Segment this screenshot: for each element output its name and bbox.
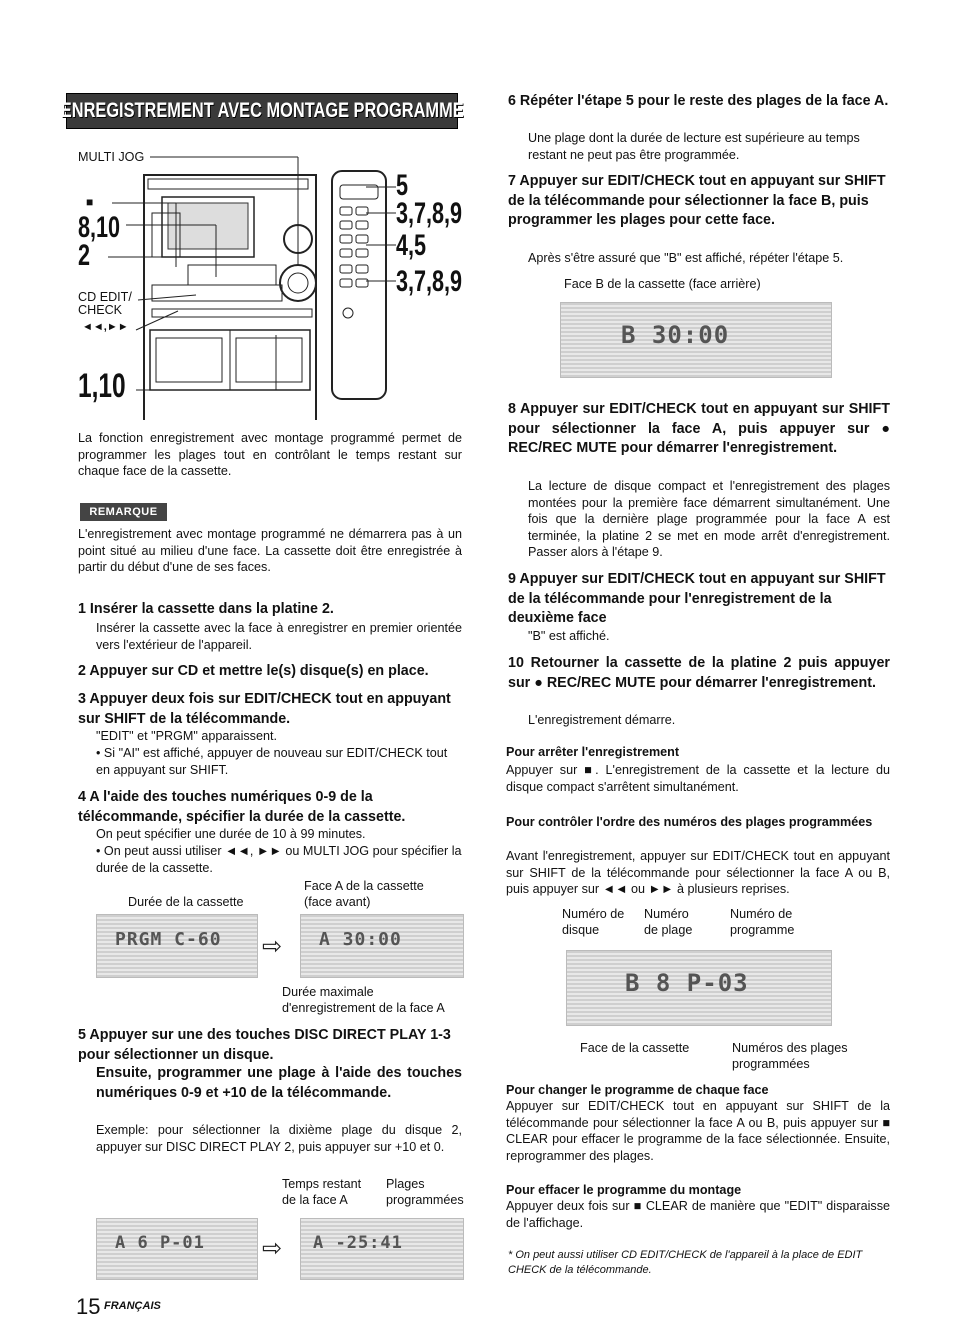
fig4-label-max-2: d'enregistrement de la face A <box>282 1001 445 1015</box>
fig5-label-temps-2: de la face A <box>282 1193 348 1207</box>
fig4-label-max-1: Durée maximale <box>282 985 374 999</box>
fig5-label-temps-1: Temps restant <box>282 1177 362 1191</box>
fig5-lcd-1-text: A 6 P-01 <box>115 1233 205 1253</box>
fig4-label-face-avant: (face avant) <box>304 895 371 909</box>
fig4-lcd-1-text: PRGM C-60 <box>115 929 222 950</box>
step-10-title: 10 Retourner la cassette de la platine 2 puis appuyer sur ● REC/REC MUTE pour démarrer l'enregistrement. <box>508 655 890 691</box>
callout-5: 5 <box>396 169 409 202</box>
step-3-title: 3 Appuyer deux fois sur EDIT/CHECK tout en appuyant sur SHIFT de la télécommande. <box>78 691 451 727</box>
step-7-title: 7 Appuyer sur EDIT/CHECK tout en appuyant sur SHIFT de la télécommande pour sélectionner la face B, puis programmer les plages pour cette face. <box>508 173 886 228</box>
fig4-lcd-2 <box>300 914 464 978</box>
figc-label-face: Face de la cassette <box>580 1041 690 1055</box>
section-title-banner <box>60 93 464 129</box>
erase-heading: Pour effacer le programme du montage <box>506 1183 742 1197</box>
stop-symbol: ■ <box>86 195 94 209</box>
step-2-title: 2 Appuyer sur CD et mettre le(s) disque(s) en place. <box>78 663 429 679</box>
fig5-lcd-1 <box>96 1218 258 1280</box>
step-7-text: Après s'être assuré que "B" est affiché, répéter l'étape 5. <box>528 251 844 265</box>
callout-8-10: 8,10 <box>78 211 121 244</box>
figc-label-nums-1: Numéros des plages <box>732 1041 848 1055</box>
callout-2: 2 <box>78 239 91 272</box>
step-10-text: L'enregistrement démarre. <box>528 713 676 727</box>
stop-text: Appuyer sur ■. L'enregistrement de la cassette et la lecture du disque compact s'arrêtent simultanément. <box>506 763 890 794</box>
fig5-label-plages-2: programmées <box>386 1193 464 1207</box>
callout-3-7-8-9-b: 3,7,8,9 <box>396 265 463 298</box>
fig4-lcd-2-text: A 30:00 <box>319 929 402 950</box>
step-9-title: 9 Appuyer sur EDIT/CHECK tout en appuyant sur SHIFT de la télécommande pour l'enregistrement de la deuxième face <box>508 571 886 626</box>
step-9-text: "B" est affiché. <box>528 629 610 643</box>
fig7-lcd-text: B 30:00 <box>621 321 730 349</box>
fig5-lcd-2 <box>300 1218 464 1280</box>
remarque-text: L'enregistrement avec montage programmé ne démarrera pas à un point situé au milieu d'une face. La cassette doit être enregistrée à partir du début d'une de ses faces. <box>78 527 462 574</box>
figc-label-plage-2: de plage <box>644 923 693 937</box>
fig4-lcd-1 <box>96 914 258 978</box>
callout-1-10: 1,10 <box>78 367 126 405</box>
fig5-label-plages-1: Plages <box>386 1177 425 1191</box>
figc-label-nums-2: programmées <box>732 1057 810 1071</box>
figc-lcd <box>566 950 832 1026</box>
multi-jog-label: MULTI JOG <box>78 150 145 164</box>
step-5-title-2: Ensuite, programmer une plage à l'aide des touches numériques 0-9 et +10 de la télécommande. <box>96 1065 462 1101</box>
step-3-text-2: • Si "AI" est affiché, appuyer de nouveau sur EDIT/CHECK tout en appuyant sur SHIFT. <box>96 746 448 777</box>
footnote: * On peut aussi utiliser CD EDIT/CHECK de l'appareil à la place de EDIT CHECK de la télécommande. <box>508 1249 863 1276</box>
section-title: ENREGISTREMENT AVEC MONTAGE PROGRAMME <box>60 99 464 122</box>
cd-edit-label-2: CHECK <box>78 303 123 317</box>
figc-label-prog-2: programme <box>730 923 795 937</box>
erase-text: Appuyer deux fois sur ■ CLEAR de manière que "EDIT" disparaisse de l'affichage. <box>506 1199 890 1230</box>
check-heading: Pour contrôler l'ordre des numéros des plages programmées <box>506 815 873 829</box>
intro-paragraph: La fonction enregistrement avec montage programmé permet de programmer les plages tout en contrôlant le temps restant sur chaque face de la cassette. <box>78 431 462 478</box>
figc-label-disque-2: disque <box>562 923 600 937</box>
fig7-label: Face B de la cassette (face arrière) <box>564 277 761 291</box>
fig4-label-face-a: Face A de la cassette <box>304 879 424 893</box>
step-6-title: 6 Répéter l'étape 5 pour le reste des plages de la face A. <box>508 93 889 109</box>
step-4-title: 4 A l'aide des touches numériques 0-9 de la télécommande, spécifier la durée de la cassette. <box>78 789 406 825</box>
figc-label-prog-1: Numéro de <box>730 907 793 921</box>
skip-symbols: ◄◄,►► <box>82 321 129 333</box>
step-5-title: 5 Appuyer sur une des touches DISC DIRECT PLAY 1-3 pour sélectionner un disque. <box>78 1027 451 1063</box>
step-1-text: Insérer la cassette avec la face à enregistrer en premier orientée vers l'extérieur de l'appareil. <box>96 621 462 652</box>
remarque-badge: REMARQUE <box>80 503 167 521</box>
step-8-text: La lecture de disque compact et l'enregistrement des plages montées pour la première face démarrent simultanément. Une fois que la dernière plage programmée pour la face A est terminée, la platine 2 se met en mode arrêt d'enregistrement. Passer alors à l'étape 9. <box>528 479 890 559</box>
figc-label-plage-1: Numéro <box>644 907 689 921</box>
fig5-lcd-2-text: A -25:41 <box>313 1233 403 1253</box>
arrow-icon: ⇨ <box>262 933 283 960</box>
page-language: FRANÇAIS <box>104 1300 161 1312</box>
step-8-title: 8 Appuyer sur EDIT/CHECK tout en appuyant sur SHIFT pour sélectionner la face A, puis appuyer sur ● REC/REC MUTE pour démarrer l'enregistrement. <box>508 401 890 456</box>
fig4-label-duree: Durée de la cassette <box>128 895 244 909</box>
fig7-lcd <box>560 302 832 378</box>
step-1-title: 1 Insérer la cassette dans la platine 2. <box>78 601 334 617</box>
step-3-text-1: "EDIT" et "PRGM" apparaissent. <box>96 729 277 743</box>
step-6-text: Une plage dont la durée de lecture est supérieure au temps restant ne peut pas être programmée. <box>528 131 860 162</box>
change-text: Appuyer sur EDIT/CHECK tout en appuyant sur SHIFT de la télécommande pour sélectionner la face A ou B, puis appuyer sur ■ CLEAR pour effacer le programme de la face sélectionnée. Ensuite, reprogrammer des plages. <box>506 1099 890 1163</box>
arrow-icon-2: ⇨ <box>262 1235 283 1262</box>
change-heading: Pour changer le programme de chaque face <box>506 1083 769 1097</box>
device-figure <box>66 135 466 420</box>
step-4-text-1: On peut spécifier une durée de 10 à 99 minutes. <box>96 827 366 841</box>
callout-4-5: 4,5 <box>396 229 427 262</box>
figc-label-disque-1: Numéro de <box>562 907 625 921</box>
stop-heading: Pour arrêter l'enregistrement <box>506 745 680 759</box>
check-text: Avant l'enregistrement, appuyer sur EDIT/CHECK tout en appuyant sur SHIFT de la télécommande pour sélectionner la face A ou B, puis appuyer sur ◄◄ ou ►► à plusieurs reprises. <box>506 849 890 896</box>
step-4-text-2: • On peut aussi utiliser ◄◄, ►► ou MULTI JOG pour spécifier la durée de la cassette. <box>96 844 462 875</box>
step-5-text: Exemple: pour sélectionner la dixième plage du disque 2, appuyer sur DISC DIRECT PLAY 2, puis appuyer sur +10 et 0. <box>96 1123 462 1154</box>
cd-edit-label: CD EDIT/ <box>78 290 132 304</box>
figc-lcd-text: B 8 P-03 <box>625 969 749 997</box>
page-number: 15 <box>76 1294 101 1319</box>
callout-3-7-8-9-a: 3,7,8,9 <box>396 197 463 230</box>
